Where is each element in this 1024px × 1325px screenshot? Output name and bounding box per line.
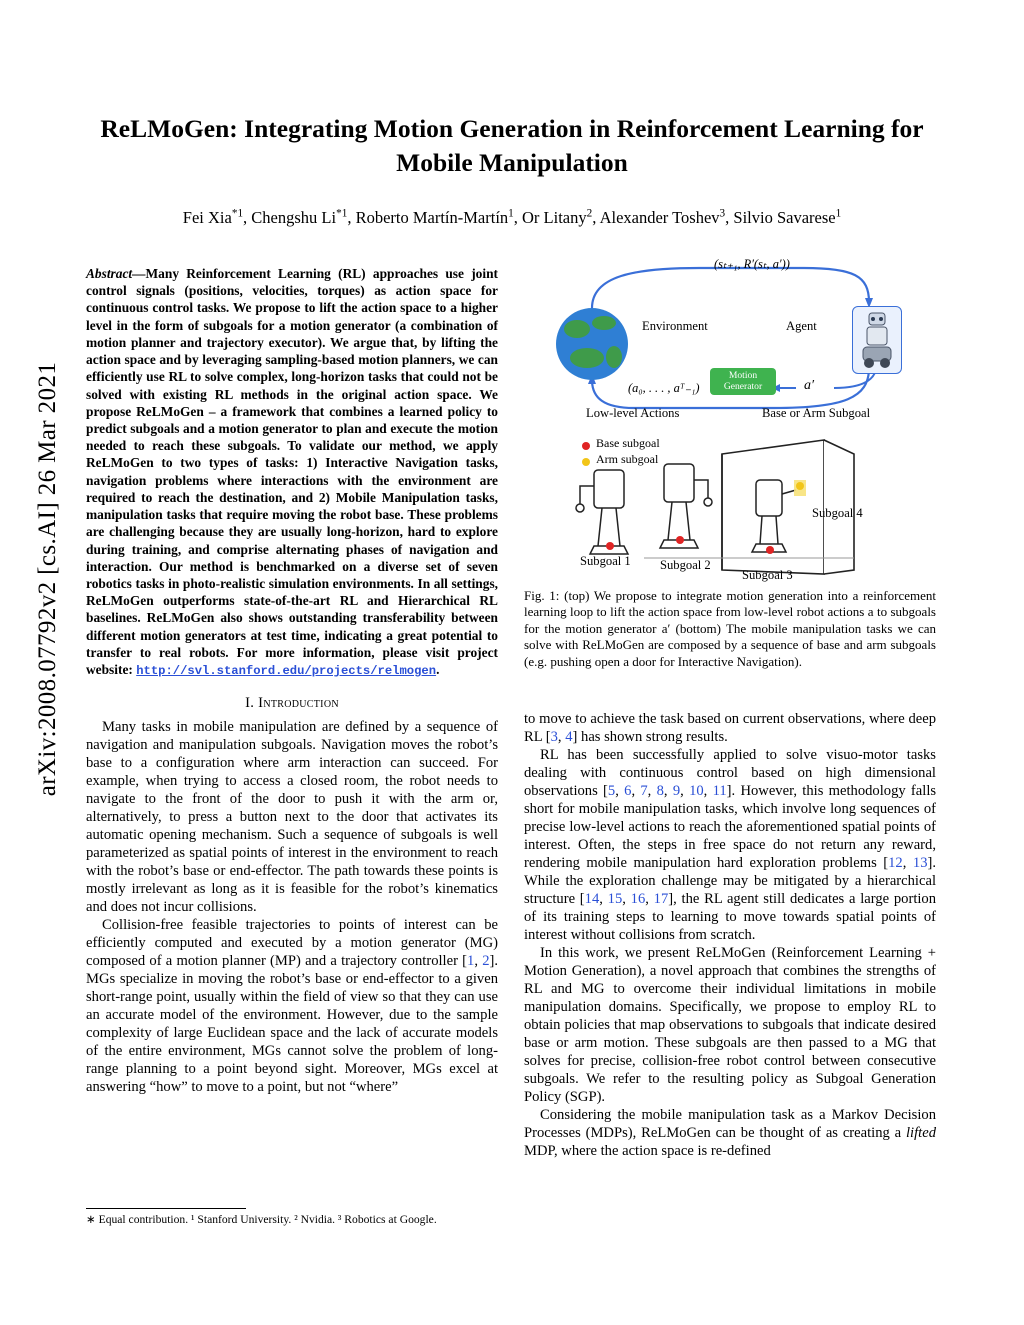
subgoal-label-2: Subgoal 2	[660, 558, 711, 572]
subgoal-label-4: Subgoal 4	[812, 506, 863, 520]
citation-group-2[interactable]: 12, 13	[888, 855, 928, 872]
citation-group-1[interactable]: 5, 6, 7, 8, 9, 10, 11	[607, 783, 727, 800]
agent-box	[852, 306, 902, 374]
subgoal-dot-2	[676, 536, 684, 544]
rp3-emphasis: lifted	[906, 1125, 936, 1142]
figure-1	[524, 258, 936, 580]
intro-p2-sep: ,	[474, 952, 483, 969]
base-arm-subgoal-label: Base or Arm Subgoal	[762, 406, 871, 420]
mg-label-line2: Generator	[723, 380, 763, 392]
citation-16[interactable]: 16	[630, 891, 646, 908]
citation-13[interactable]: 13	[912, 855, 928, 872]
citation-12[interactable]: 12	[888, 855, 903, 872]
right-paragraph-3	[524, 1106, 936, 1160]
lowlevel-action-sequence-label: (a₀, . . . , aᵀ₋₁)	[628, 381, 700, 395]
authors-text: Fei Xia$^{*1}$, Chengshu Li$^{*1}$, Roberto Martín-Martín$^1$, Or Litany$^2$, Alexander Toshev$^3$, Silvio Savarese$^1$	[182, 207, 842, 227]
subgoal-label-3: Subgoal 3	[742, 568, 793, 582]
citation-8[interactable]: 8	[656, 783, 664, 800]
figure-1-caption: Fig. 1: (top) We propose to integrate motion generation into a reinforcement learning loop to lift the action space from low-level robot actions a to subgoals for the motion generator a′ (bottom) The mobile manipulation tasks we can solve with ReLMoGen are composed by a sequence of base and arm subgoals (e.g. pushing open a door for Interactive Navigation).	[524, 588, 936, 669]
citation-17[interactable]: 17	[653, 891, 669, 908]
section-heading-introduction: I. Introduction	[245, 694, 339, 711]
right-paragraph-2: In this work, we present ReLMoGen (Reinforcement Learning + Motion Generation), a novel approach that combines the strengths of RL and MG to overcome their individual limitations in mobile manipulation domains. Specifically, we propose to employ RL to obtain policies that map observations to subgoals that indicate desired base or arm motion. These subgoals are then passed to a MG that solves for precise, collision-free robot control between consecutive subgoals. We refer to the resulting policy as Subgoal Generation Policy (SGP).	[524, 945, 936, 1106]
intro-paragraph-2	[86, 916, 498, 1096]
agent-robot-icon	[853, 307, 901, 373]
project-website-link[interactable]: http://svl.stanford.edu/projects/relmogen	[136, 664, 437, 679]
subgoal-dot-4	[796, 482, 804, 490]
right-paragraph-0	[524, 710, 936, 746]
intro-p2-part-a: Collision-free feasible trajectories to points of interest can be efficiently computed and executed by a motion generator (MG) composed of a motion planner (MP) and a trajectory controller [	[86, 916, 498, 969]
left-column	[86, 265, 498, 1096]
footnote: ∗ Equal contribution. ¹ Stanford University. ² Nvidia. ³ Robotics at Google.	[86, 1213, 437, 1226]
citation-3[interactable]: 3	[550, 729, 558, 746]
intro-paragraph-1: Many tasks in mobile manipulation are defined by a sequence of navigation and manipulation subgoals. Navigation moves the robot’s base to a configuration where arm interaction can succeed. For example, when trying to access a closed room, the robot needs to navigate to the front of the door to push it with the arm or, alternatively, to press a button next to the door that activates its automatic opening mechanism. Such a sequence of subgoals is well parameterized as spatial points of interest in the environment to reach with the robot’s base or end-effector. The path towards these points is mostly irrelevant as long as it is feasible for the robot’s kinematics and does not incur collisions.	[86, 718, 498, 915]
citation-10[interactable]: 10	[689, 783, 704, 800]
environment-label: Environment	[642, 319, 708, 333]
subgoal-dot-3	[766, 546, 774, 554]
legend-dot-base	[582, 442, 590, 450]
legend-label-base: Base subgoal	[596, 436, 660, 450]
abstract	[86, 265, 498, 680]
intro-p2-part-c: ]. MGs specialize in moving the robot’s base or end-effector to a given short-range point, usually within the field of view so that they can use an accurate model of the environment. However, due to the sample complexity of large Euclidean space and the lack of accurate models of the entire environment, MGs cannot solve the problem of long-range planning to a point beyond sight. Moreover, MGs excel at answering “how” to move to a point, but not “where”	[86, 952, 498, 1096]
rp1-b: ]. However, this methodology falls short for mobile manipulation tasks, which involve long sequences of precise low-level actions to reach the aforementioned spatial points of interest. Often, the steps in free space do not return any reward, rendering mobile manipulation hard exploration problems [	[524, 783, 937, 872]
legend-dot-arm	[582, 458, 590, 466]
arxiv-stamp: arXiv:2008.07792v2 [cs.AI] 26 Mar 2021	[34, 361, 61, 797]
subgoal-action-label: a′	[804, 378, 815, 393]
citation-11[interactable]: 11	[712, 783, 727, 800]
rp0-a: to move to achieve the task based on current observations, where deep RL [	[524, 711, 936, 746]
lowlevel-actions-label: Low-level Actions	[586, 406, 680, 420]
page-title: ReLMoGen: Integrating Motion Generation in Reinforcement Learning for Mobile Manipulation	[100, 114, 924, 177]
abstract-text: Many Reinforcement Learning (RL) approaches use joint control signals (positions, velocities, torques) as action space for continuous control tasks. We propose to lift the action space to a higher level in the form of subgoals for a motion generator (a combination of motion planner and trajectory executor). We argue that, by lifting the action space and by leveraging sampling-based motion planners, we can efficiently use RL to solve complex, long-horizon tasks that could not be solved with existing RL methods in the original action space. We propose ReLMoGen – a framework that combines a learned policy to predict subgoals and a motion generator to plan and execute the motion needed to reach these subgoals. To validate our method, we apply ReLMoGen to two types of tasks: 1) Interactive Navigation tasks, navigation problems where interactions with the environment are required to reach the destination, and 2) Mobile Manipulation tasks, manipulation tasks that require moving the robot base. These problems are challenging because they are usually long-horizon, hard to explore during training, and comprise alternating phases of navigation and interaction. Our method is benchmarked on a diverse set of seven robotics tasks in photo-realistic simulation environments. In all settings, ReLMoGen outperforms state-of-the-art RL and Hierarchical RL baselines. ReLMoGen also shows outstanding transferability between different motion generators at test time, indicating a great potential to transfer to real robots. For more information, please visit project website:	[86, 266, 498, 678]
right-paragraph-1	[524, 746, 936, 944]
rp1-a: RL has been successfully applied to solve visuo-motor tasks dealing with continuous control based on high dimensional observations [	[524, 747, 936, 800]
citation-2[interactable]: 2	[482, 952, 490, 969]
citation-14[interactable]: 14	[584, 891, 600, 908]
robot-pose-2	[660, 464, 712, 548]
rp0-sep: ,	[557, 729, 566, 746]
rp3-a: Considering the mobile manipulation task as a Markov Decision Processes (MDPs), ReLMoGen can be thought of as creating a	[524, 1107, 936, 1142]
author-list	[88, 207, 936, 228]
environment-earth-icon	[556, 308, 628, 380]
mg-label-line1: Motion	[728, 370, 758, 381]
abstract-heading: Abstract—	[86, 266, 146, 281]
citation-5[interactable]: 5	[607, 783, 616, 800]
motion-generator-box	[710, 368, 776, 395]
citation-9[interactable]: 9	[672, 783, 681, 800]
footnote-divider	[86, 1208, 246, 1209]
rp1-c: ]. While the exploration challenge may be mitigated by a hierarchical structure [	[524, 855, 936, 908]
rp3-b: MDP, where the action space is re-defined	[524, 1143, 771, 1160]
right-column	[524, 710, 936, 1160]
robot-pose-1	[576, 470, 628, 554]
citation-group-3[interactable]: 14, 15, 16, 17	[584, 891, 669, 908]
subgoal-label-1: Subgoal 1	[580, 554, 631, 568]
transition-tuple-label: (sₜ₊₁, R′(sₜ, a′))	[714, 257, 790, 271]
citation-7[interactable]: 7	[640, 783, 648, 800]
citation-4[interactable]: 4	[565, 729, 573, 746]
subgoal-dot-1	[606, 542, 614, 550]
citation-15[interactable]: 15	[607, 891, 623, 908]
abstract-period: .	[436, 662, 440, 678]
citation-6[interactable]: 6	[624, 783, 632, 800]
agent-label: Agent	[786, 319, 817, 333]
rp0-c: ] has shown strong results.	[572, 729, 728, 746]
legend-label-arm: Arm subgoal	[596, 452, 659, 466]
rp1-d: ], the RL agent still dedicates a large portion of its training steps to learning to move towards spatial points of interest without collisions from scratch.	[524, 891, 937, 944]
citation-1[interactable]: 1	[467, 952, 475, 969]
